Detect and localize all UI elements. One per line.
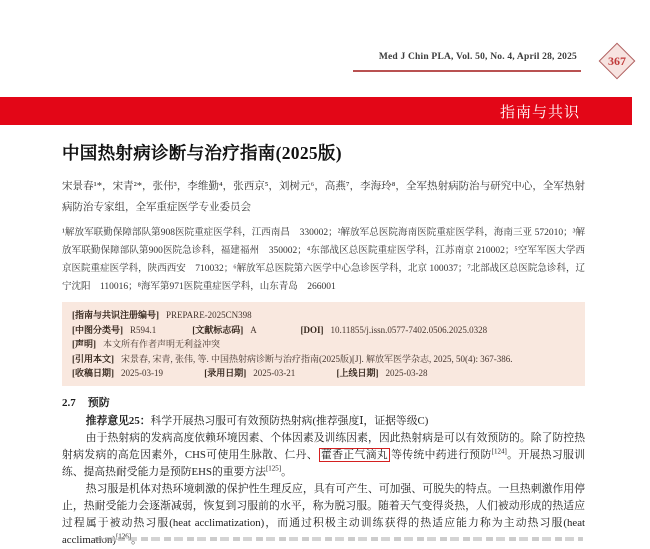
clc-label: [中图分类号] bbox=[72, 324, 123, 335]
section-title: 预防 bbox=[87, 396, 110, 409]
paragraph-text: 。 bbox=[281, 465, 292, 478]
section-banner-label: 指南与共识 bbox=[499, 103, 580, 121]
accepted-date-pair bbox=[204, 366, 334, 381]
journal-reference: Med J Chin PLA, Vol. 50, No. 4, April 28, 2025 bbox=[378, 52, 577, 62]
registration-line bbox=[72, 308, 575, 323]
paragraph-text: 由于热射病的发病高度依赖环境因素、个体因素及训练因素，因此热射病是可以有效预防的。除了防控热射病发病的高危因素外，CHS可使用生脉散、仁丹、 bbox=[62, 431, 585, 461]
paragraph-text: 等传统中药进行预防 bbox=[391, 448, 492, 461]
document-code-pair bbox=[192, 323, 298, 338]
registration-label: [指南与共识注册编号] bbox=[72, 310, 159, 320]
document-code-label: [文献标志码] bbox=[192, 324, 244, 335]
article-content bbox=[0, 125, 650, 549]
affiliations: ¹解放军联勤保障部队第908医院重症医学科，江西南昌 330002；²解放军总医院海南医院重症医学科，海南三亚 572010；³解放军联勤保障部队第900医院急诊科，福建福州 350002；⁴东部战区总医院重症医学科，江苏南京 210002；⁵空军军医大学西京医院重症医学科，陕西西安 710032；⁶解放军总医院第六医学中心急诊医学科，北京 100037；⁷北部战区总医院急诊科，辽宁沈阳 110016；⁸海军第971医院重症医学科，山东青岛 266001 bbox=[62, 228, 585, 292]
received-date-label: [收稿日期] bbox=[72, 368, 114, 378]
statement-label: [声明] bbox=[72, 339, 96, 349]
statement-value: 本文所有作者声明无利益冲突 bbox=[103, 339, 221, 349]
doi-value: 10.11855/j.issn.0577-7402.0506.2025.0328 bbox=[330, 324, 488, 335]
reference-superscript: [125] bbox=[265, 463, 282, 472]
statement-line bbox=[72, 337, 575, 352]
paragraph-text: 。 bbox=[131, 533, 142, 546]
paragraph-text: 热习服是机体对热环境刺激的保护性生理反应，具有可产生、可加强、可脱失的特点。一旦热刺激作用停止，热耐受能力会逐渐减弱，恢复到习服前的水平，称为脱习服。随着天气变得炎热，人们被动形成的热适应过程属于被动热习服(heat acclimatization)，而通过积极主动训练获得的热适应能力称为主动热习服(heat acclimation) bbox=[62, 482, 585, 546]
page-number: 367 bbox=[608, 53, 626, 68]
header-rule bbox=[353, 70, 581, 72]
author-list: 宋景春¹*，宋青²*，张伟³，李维勤⁴，张西京⁵，刘树元⁶，高燕⁷，李海玲⁸，全军热射病防治与研究中心，全军热射病防治专家组，全军重症医学专业委员会 bbox=[62, 181, 585, 213]
received-date-pair bbox=[72, 366, 202, 381]
online-date-label: [上线日期] bbox=[336, 368, 379, 378]
citation-value: 宋景春, 宋青, 张伟, 等. 中国热射病诊断与治疗指南(2025版)[J]. 解放军医学杂志, 2025, 50(4): 367-386. bbox=[121, 353, 513, 364]
accepted-date-label: [录用日期] bbox=[204, 368, 247, 378]
doi-pair bbox=[301, 323, 488, 338]
clipped-next-line bbox=[95, 537, 583, 541]
page-number-badge bbox=[599, 43, 636, 80]
accepted-date-value: 2025-03-21 bbox=[253, 368, 296, 378]
article-title: 中国热射病诊断与治疗指南(2025版) bbox=[62, 143, 342, 163]
reference-superscript: [126] bbox=[115, 531, 132, 540]
reference-superscript: [124] bbox=[491, 446, 507, 455]
citation-line bbox=[72, 352, 575, 367]
recommendation-label: 推荐意见25： bbox=[85, 414, 151, 427]
highlight-annotation-box: 藿香正气滴丸 bbox=[321, 448, 389, 461]
registration-value: PREPARE-2025CN398 bbox=[166, 310, 252, 320]
document-code-value: A bbox=[250, 324, 257, 335]
recommendation-text: 科学开展热习服可有效预防热射病(推荐强度Ⅰ，证据等级C) bbox=[150, 414, 429, 427]
online-date-pair bbox=[337, 366, 428, 381]
metadata-box bbox=[62, 302, 585, 386]
section-banner bbox=[0, 97, 632, 125]
doi-label: [DOI] bbox=[300, 324, 324, 335]
dates-line bbox=[72, 366, 575, 381]
classification-line bbox=[72, 323, 575, 338]
section-heading bbox=[62, 394, 585, 410]
clc-value: R594.1 bbox=[130, 324, 157, 335]
paragraph-text: 。开展热习服训练、提高热耐受能力是预防EHS的重要方法 bbox=[62, 448, 586, 478]
clc-pair bbox=[72, 323, 190, 338]
section-number: 2.7 bbox=[62, 396, 76, 409]
received-date-value: 2025-03-19 bbox=[121, 368, 163, 378]
citation-label: [引用本文] bbox=[72, 353, 114, 364]
paragraph-prevention bbox=[62, 430, 585, 481]
recommendation-line bbox=[62, 413, 585, 430]
online-date-value: 2025-03-28 bbox=[385, 368, 428, 378]
